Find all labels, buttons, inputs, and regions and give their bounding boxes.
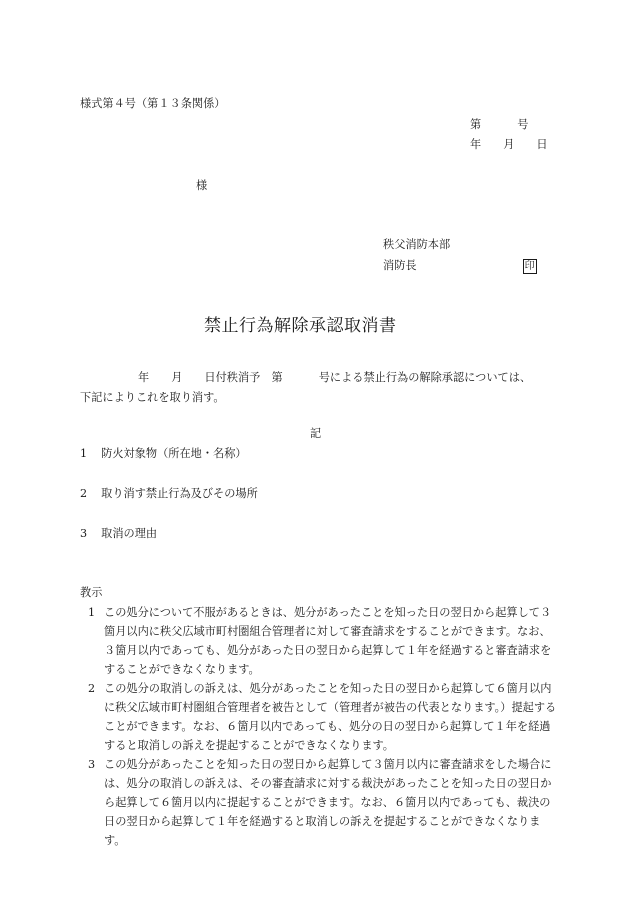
- document-title: 禁止行為解除承認取消書: [204, 316, 397, 336]
- item-1: [80, 447, 247, 460]
- item-number: 2: [80, 487, 88, 500]
- date-day: 日: [536, 138, 548, 151]
- body-line-2: 下記によりこれを取り消す。: [80, 391, 225, 404]
- ki-heading: 記: [310, 427, 322, 440]
- addressee-suffix: 様: [196, 179, 208, 192]
- body-ref-post: 号による禁止行為の解除承認については、: [318, 371, 532, 384]
- body-month: 月: [171, 371, 183, 384]
- item-label: 取消の理由: [101, 527, 158, 540]
- body-year: 年: [138, 371, 150, 384]
- body-paragraph: [80, 368, 550, 408]
- notice-number: 2: [88, 682, 96, 695]
- notice-number: 1: [88, 606, 96, 619]
- notice-text: この処分があったことを知った日の翌日から起算して３箇月以内に審査請求をした場合には、処分の取消しの訴えは、その審査請求に対する裁決があったことを知った日の翌日から起算して６箇月以内に提起することができます。なお、６箇月以内であっても、裁決の日の翌日から起算して１年を経過すると取消しの訴えを提起することができなくなります。: [104, 758, 552, 847]
- sender-title-line: [383, 259, 537, 274]
- item-3: [80, 527, 157, 540]
- doc-number-prefix: 第: [470, 118, 482, 131]
- sender-title: 消防長: [383, 259, 417, 272]
- seal-mark: 印: [524, 261, 535, 272]
- notice-item-3: [88, 755, 558, 850]
- notice-heading: 教示: [80, 586, 103, 599]
- form-label: 様式第４号（第１３条関係）: [80, 97, 226, 110]
- sender-org: 秩父消防本部: [383, 238, 451, 251]
- notice-item-2: [88, 679, 558, 755]
- notice-text: この処分の取消しの訴えは、処分があったことを知った日の翌日から起算して６箇月以内に秩父広域市町村圏組合管理者を被告として（管理者が被告の代表となります。）提起することができます。なお、６箇月以内であっても、処分の日の翌日から起算して１年を経過すると取消しの訴えを提起することができなくなります。: [104, 682, 557, 752]
- date-year: 年: [470, 138, 482, 151]
- notice-item-1: [88, 603, 558, 679]
- item-label: 防火対象物（所在地・名称）: [101, 447, 247, 460]
- item-label: 取り消す禁止行為及びその場所: [101, 487, 258, 500]
- issue-date: [470, 138, 548, 151]
- notice-text: この処分について不服があるときは、処分があったことを知った日の翌日から起算して３箇月以内に秩父広域市町村圏組合管理者に対して審査請求をすることができます。なお、３箇月以内であっても、処分があった日の翌日から起算して１年を経過すると審査請求をすることができなくなります。: [104, 606, 552, 676]
- item-number: 1: [80, 447, 88, 460]
- body-ref: 日付秩消予 第: [204, 371, 283, 384]
- document-number: [470, 118, 528, 131]
- date-month: 月: [503, 138, 515, 151]
- item-2: [80, 487, 258, 500]
- notice-number: 3: [88, 758, 96, 771]
- notice-list: [88, 603, 558, 850]
- item-number: 3: [80, 527, 88, 540]
- doc-number-suffix: 号: [517, 118, 529, 131]
